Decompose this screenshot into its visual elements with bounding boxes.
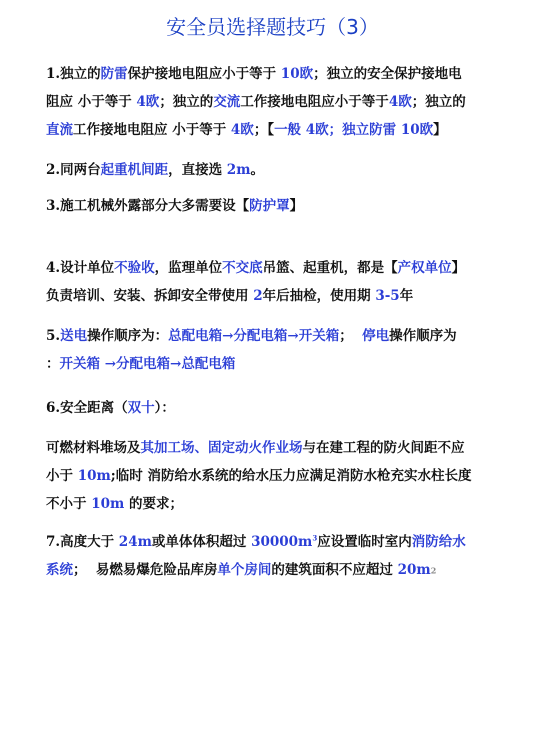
tip-6-highlight: 其加工场、固定动火作业场	[140, 440, 303, 456]
tip-7-text: 7.高度大于	[46, 534, 119, 550]
tip-1-highlight: 直流	[46, 122, 73, 138]
tip-4-text: 吊篮、起重机，都是【	[262, 260, 398, 276]
tip-4-text: 负责培训、安装、拆卸安全带使用	[46, 288, 254, 304]
tip-6-text: 的要求；	[124, 496, 183, 512]
tip-7-highlight: 24m	[118, 534, 152, 550]
tip-2	[46, 156, 536, 184]
tip-7-superscript: 3	[312, 533, 318, 543]
tip-1-text: ；独立的	[411, 94, 466, 110]
tip-4-text: 年	[399, 288, 414, 304]
tip-1-text: ；独立的安全保护接地电	[313, 66, 462, 82]
tip-2-text: 2.同两台	[46, 162, 101, 178]
tip-2-text: ，直接选	[168, 162, 227, 178]
tip-4-highlight: 2	[253, 288, 263, 304]
tip-1	[46, 60, 536, 144]
tip-4-highlight: 不交底	[222, 260, 263, 276]
tip-1-highlight: 4欧	[230, 122, 254, 138]
tip-5-highlight: 送电	[60, 328, 88, 344]
tip-7-highlight: 系统	[46, 562, 73, 578]
tip-4-text: 4.设计单位	[46, 260, 115, 276]
tip-1-text: 阻应 小于等于	[46, 94, 137, 110]
tip-1-highlight: 一般 4欧；独立防雷 10欧	[274, 122, 434, 138]
tip-7-highlight: 单个房间	[217, 562, 272, 578]
tip-7-highlight: 30000m	[251, 534, 313, 550]
tip-3-text: 】	[289, 198, 304, 214]
tip-6-text: 小于	[46, 468, 78, 484]
tip-5-text: ；	[339, 328, 363, 344]
tip-3-highlight: 防护罩	[249, 198, 290, 214]
tip-3-text: 3.施工机械外露部分大多需要设【	[46, 198, 250, 214]
tip-6-highlight: 10m	[77, 468, 111, 484]
tip-4-text: 】	[451, 260, 466, 276]
tip-7-text: 应设置临时室内	[317, 534, 412, 550]
tip-4-highlight: 3-5	[375, 288, 400, 304]
tip-3	[46, 192, 536, 220]
tip-4-text: ，监理单位	[154, 260, 223, 276]
tip-7-highlight: 20m	[397, 562, 431, 578]
tip-2-text: 。	[250, 162, 264, 178]
tip-6-text: 与在建工程的防火间距不应	[302, 440, 465, 456]
tip-1-highlight: 4欧	[136, 94, 160, 110]
tip-1-text: 工作接地电阻应小于等于	[240, 94, 389, 110]
tip-1-text: 工作接地电阻应 小于等于	[73, 122, 231, 138]
tip-1-text: 】	[433, 122, 447, 138]
tip-1-highlight: 10欧	[280, 66, 314, 82]
tip-1-highlight: 防雷	[100, 66, 128, 82]
tip-7-text: ； 易燃易爆危险品库房	[73, 562, 218, 578]
tip-6-text: 6.安全距离（	[46, 400, 128, 416]
tip-5-text: 5.	[46, 328, 61, 344]
tip-1-highlight: 4欧	[388, 94, 412, 110]
tip-6-highlight: 双十	[127, 400, 155, 416]
tip-5-highlight: 总配电箱→分配电箱→开关箱	[168, 328, 340, 344]
tip-1-text: 保护接地电阻应小于等于	[127, 66, 281, 82]
tip-5-text: 操作顺序为：	[87, 328, 169, 344]
tip-6-text: ）：	[154, 400, 175, 416]
tip-1-highlight: 交流	[213, 94, 241, 110]
tip-6-text: 可燃材料堆场及	[46, 440, 141, 456]
tip-5	[46, 322, 536, 378]
tip-4	[46, 254, 536, 310]
tip-1-text: ；【	[253, 122, 275, 138]
tip-4-text: 年后抽检，使用期	[262, 288, 376, 304]
tip-1-text: ；独立的	[159, 94, 214, 110]
tip-7-superscript: 2	[430, 565, 437, 576]
tip-2-highlight: 起重机间距	[100, 162, 169, 178]
tip-6-heading	[46, 394, 536, 422]
tip-7-text: 的建筑面积不应超过	[271, 562, 398, 578]
tip-5-text: 操作顺序为	[389, 328, 457, 344]
tip-6-text: 不小于	[46, 496, 92, 512]
tip-5-highlight: 停电	[362, 328, 390, 344]
tip-5-text: ：	[46, 356, 60, 372]
tip-7-highlight: 消防给水	[411, 534, 466, 550]
tip-1-text: 1.独立的	[46, 66, 101, 82]
tip-7-text: 或单体体积超过	[151, 534, 252, 550]
tip-5-highlight: 开关箱 →分配电箱→总配电箱	[59, 356, 236, 372]
tip-6-body	[46, 434, 536, 518]
tip-4-highlight: 不验收	[114, 260, 155, 276]
tip-6-text: ;临时 消防给水系统的给水压力应满足消防水枪充实水柱长度	[110, 468, 472, 484]
tip-2-highlight: 2m	[226, 162, 251, 178]
tip-6-highlight: 10m	[91, 496, 125, 512]
page-title: 安全员选择题技巧（3）	[166, 15, 379, 39]
tip-4-highlight: 产权单位	[397, 260, 452, 276]
tip-7	[46, 528, 536, 585]
